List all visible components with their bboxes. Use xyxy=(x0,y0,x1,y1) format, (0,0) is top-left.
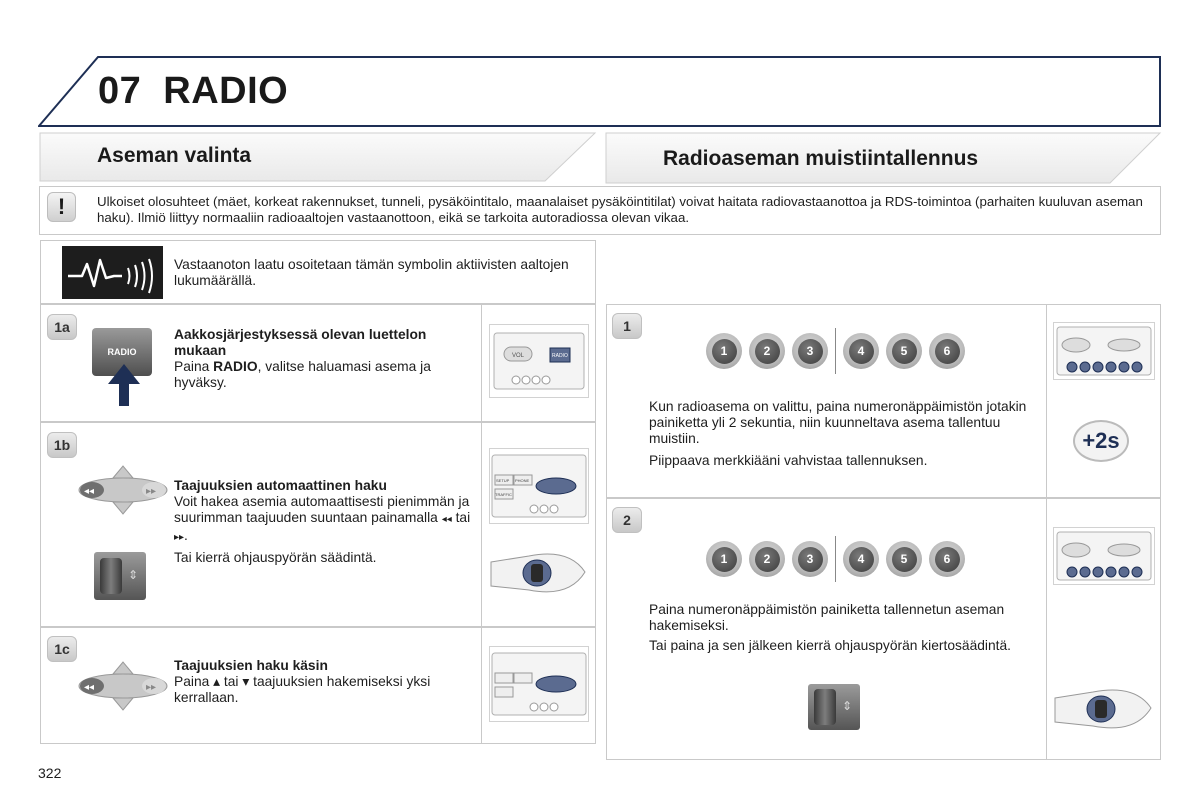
preset-button-3[interactable]: 3 xyxy=(792,333,828,369)
preset-button-1[interactable]: 1 xyxy=(706,333,742,369)
radio-panel-thumb-1b xyxy=(489,448,589,524)
step-1c-text: Taajuuksien haku käsin Paina ▴ tai ▾ taajuuksien hakemiseksi yksi kerrallaan. xyxy=(174,658,431,705)
svg-text:SETUP: SETUP xyxy=(496,478,510,483)
steering-control-thumb-1b xyxy=(489,542,589,604)
step-1b-badge: 1b xyxy=(47,432,77,458)
warning-text: Ulkoiset olosuhteet (mäet, korkeat rakennukset, tunneli, pysäköintitalo, maanalaiset pysäköintitilat) voivat haitata radiovastaanottoa ja RDS-toimintoa (parhaiten kuuluvan aseman haku). Ilmiö liittyy normaaliin radioaaltojen vastaanottoon, eikä se tarkoita autoradiossa olevan vikaa. xyxy=(97,194,1143,225)
svg-text:VOL: VOL xyxy=(512,353,525,359)
step-1a-text: Aakkosjärjestyksessä olevan luettelon mukaan Paina RADIO, valitse haluamasi asema ja hyväksy. xyxy=(174,327,431,390)
memory-step-1-text: Kun radioasema on valittu, paina numeronäppäimistön jotakin painiketta yli 2 sekuntia, niin kuunneltava asema tallentuu muistiin. Piippaava merkkiääni vahvistaa tallennuksen. xyxy=(649,399,1027,468)
page-number: 322 xyxy=(38,765,62,781)
arrow-pad-icon xyxy=(78,464,168,516)
radio-panel-thumb-m2 xyxy=(1053,527,1155,585)
steering-wheel-control-icon-2: ⇕ xyxy=(808,684,860,730)
radio-panel-thumb-m1 xyxy=(1053,322,1155,380)
down-glyph: ▾ xyxy=(242,674,250,689)
page-title: RADIO xyxy=(163,70,289,112)
radio-panel-thumb-1a xyxy=(489,324,589,398)
svg-text:PHONE: PHONE xyxy=(515,478,530,483)
svg-text:TRAFFIC: TRAFFIC xyxy=(495,492,512,497)
preset-button-3[interactable]: 3 xyxy=(792,541,828,577)
right-section-title: Radioaseman muistiintallennus xyxy=(663,147,979,170)
preset-buttons-1 xyxy=(706,333,965,374)
up-glyph: ▴ xyxy=(213,674,221,689)
step-1c-title: Taajuuksien haku käsin xyxy=(174,658,328,673)
preset-buttons-2 xyxy=(706,541,965,582)
preset-button-4[interactable]: 4 xyxy=(843,333,879,369)
reception-text: Vastaanoton laatu osoitetaan tämän symbolin aktiivisten aaltojen lukumäärällä. xyxy=(174,257,569,288)
radio-panel-thumb-1c xyxy=(489,646,589,722)
step-1c-badge: 1c xyxy=(47,636,77,662)
steering-control-thumb-m2 xyxy=(1053,678,1155,740)
hold-2s-icon: +2s xyxy=(1073,420,1129,462)
chapter-number: 07 xyxy=(98,70,142,112)
preset-button-2[interactable]: 2 xyxy=(749,541,785,577)
svg-text:◂◂: ◂◂ xyxy=(84,682,95,693)
preset-button-5[interactable]: 5 xyxy=(886,541,922,577)
signal-icon xyxy=(62,246,163,299)
arrow-up-icon xyxy=(108,364,140,406)
preset-button-2[interactable]: 2 xyxy=(749,333,785,369)
page-header xyxy=(98,70,288,113)
svg-text:▸▸: ▸▸ xyxy=(146,682,157,693)
preset-button-6[interactable]: 6 xyxy=(929,333,965,369)
memory-step-1-badge: 1 xyxy=(612,313,642,339)
step-1b-title: Taajuuksien automaattinen haku xyxy=(174,478,387,493)
steering-wheel-control-icon: ⇕ xyxy=(94,552,146,600)
radio-button-icon: RADIO xyxy=(92,328,152,376)
forward-glyph: ▸▸ xyxy=(174,532,185,543)
arrow-pad-icon-1c xyxy=(78,660,168,712)
preset-button-5[interactable]: 5 xyxy=(886,333,922,369)
memory-step-2-text: Paina numeronäppäimistön painiketta tallennetun aseman hakemiseksi. Tai paina ja sen jälkeen kierrä ohjauspyörän kiertosäädintä. xyxy=(649,602,1012,653)
step-1a-badge: 1a xyxy=(47,314,77,340)
exclamation-icon: ! xyxy=(47,192,76,222)
preset-button-1[interactable]: 1 xyxy=(706,541,742,577)
memory-step-2-badge: 2 xyxy=(612,507,642,533)
svg-text:RADIO: RADIO xyxy=(552,353,568,359)
step-1a-title: Aakkosjärjestyksessä olevan luettelon mukaan xyxy=(174,327,427,358)
svg-text:◂◂: ◂◂ xyxy=(84,486,95,497)
left-section-title: Aseman valinta xyxy=(97,144,252,167)
preset-button-6[interactable]: 6 xyxy=(929,541,965,577)
step-1b-text: Taajuuksien automaattinen haku Voit hakea asemia automaattisesti pienimmän ja suurimman taajuuden suuntaan painamalla ◂◂ tai ▸▸. Tai kierrä ohjauspyörän säädintä. xyxy=(174,478,471,565)
rewind-glyph: ◂◂ xyxy=(441,514,452,525)
svg-text:▸▸: ▸▸ xyxy=(146,486,157,497)
preset-button-4[interactable]: 4 xyxy=(843,541,879,577)
